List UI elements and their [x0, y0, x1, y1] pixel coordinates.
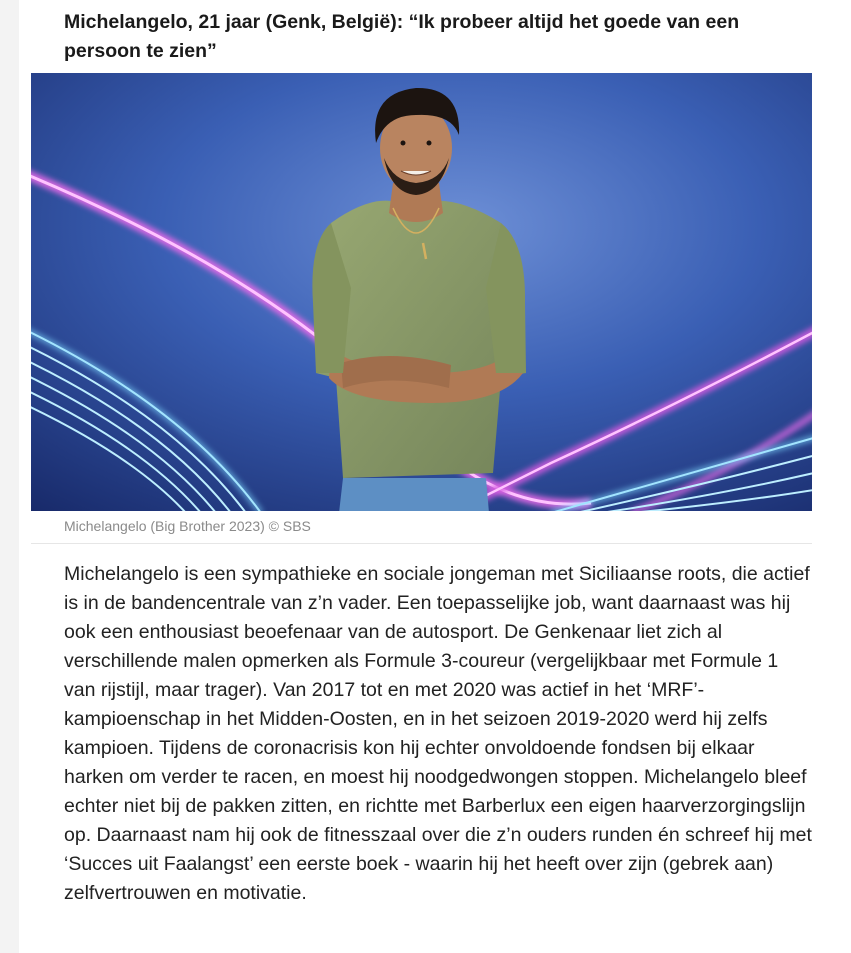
article-headline: Michelangelo, 21 jaar (Genk, België): “Ik probeer altijd het goede van een persoon te zien” [64, 11, 740, 62]
article-paragraph: Michelangelo is een sympathieke en sociale jongeman met Siciliaanse roots, die actief is in de bandencentrale van z’n vader. Een toepasselijke job, want daarnaast was hij ook een enthousiast beoefenaar van de autosport. De Genkenaar liet zich al verschillende malen opmerken als Formule 3-coureur (vergelijkbaar met Formule 1 van rijstijl, maar trager). Van 2017 tot en met 2020 was actief in het ‘MRF’-kampioenschap in het Midden-Oosten, en in het seizoen 2019-2020 werd hij zelfs kampioen. Tijdens de coronacrisis kon hij echter onvoldoende fondsen bij elkaar harken om verder te racen, en moest hij noodgedwongen stoppen. Michelangelo bleef echter niet bij de pakken zitten, en richtte met Barberlux een eigen haarverzorgingslijn op. Daarnaast nam hij ook de fitnesszaal over die z’n ouders runden én schreef hij met ‘Succes uit Faalangst’ een eerste boek - waarin hij het heeft over zijn (gebrek aan) zelfvertrouwen en motivatie. [64, 563, 812, 904]
article-photo [31, 73, 812, 511]
photo-caption: Michelangelo (Big Brother 2023) © SBS [64, 518, 311, 534]
photo-illustration [31, 73, 812, 511]
left-rail [0, 0, 19, 953]
caption-divider [31, 543, 812, 544]
